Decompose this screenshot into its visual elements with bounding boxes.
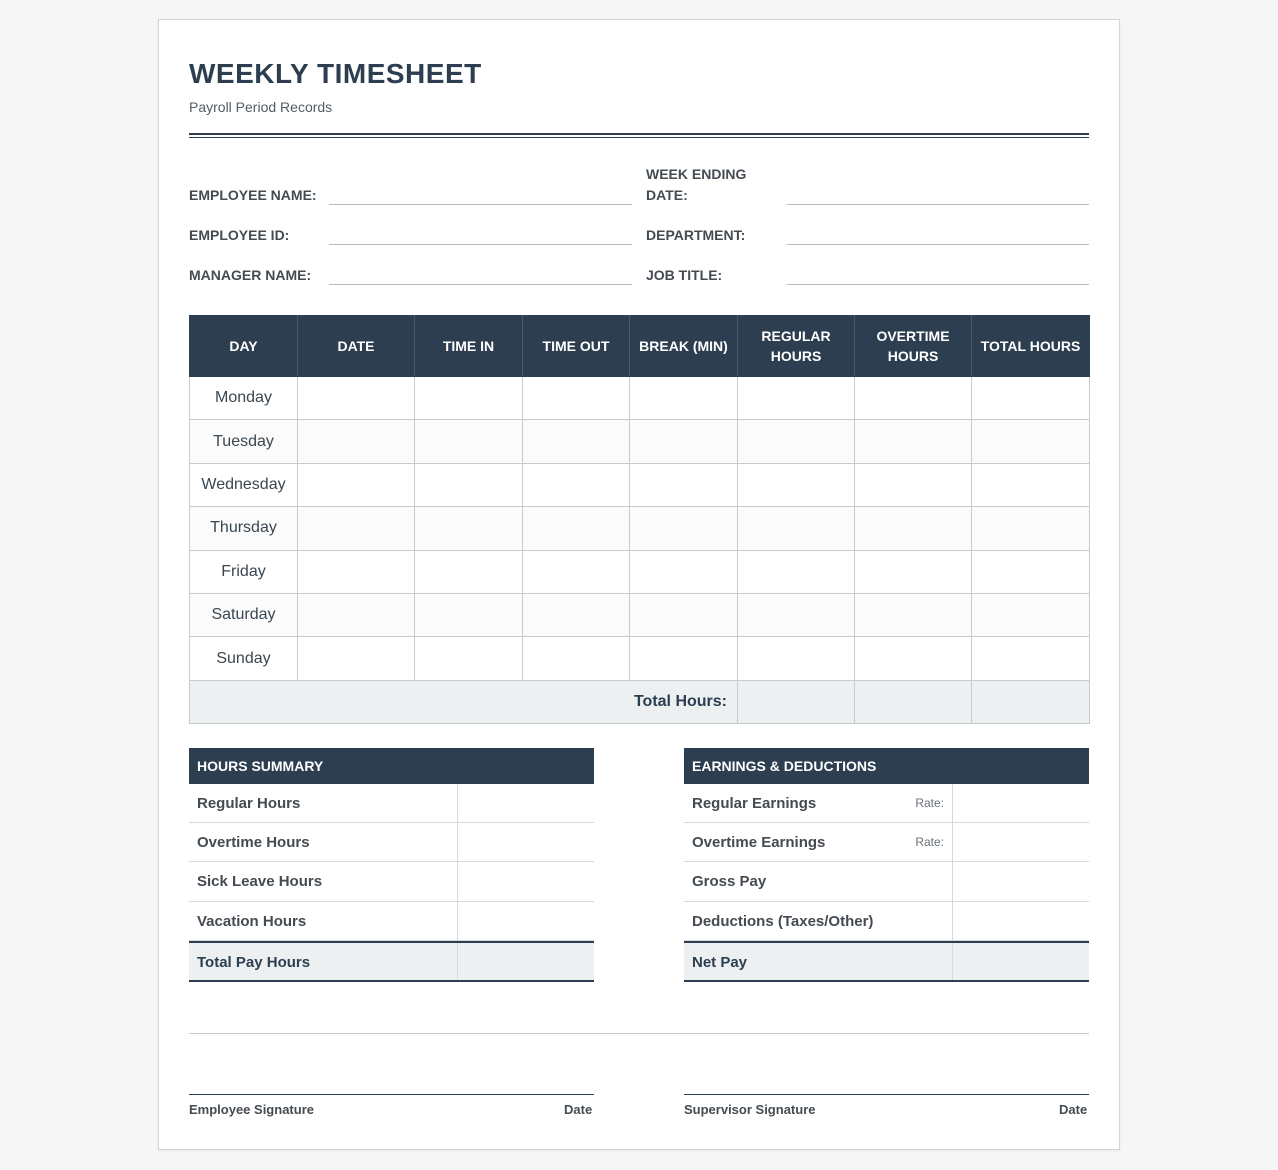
timesheet-table [189,315,1090,724]
table-row [190,463,1090,506]
entry-cell[interactable] [415,507,523,550]
entry-cell[interactable] [415,593,523,636]
entry-cell[interactable] [298,637,415,680]
earnings-row-value[interactable] [952,784,1089,822]
total-cell[interactable] [855,680,972,723]
summary-row [189,823,594,862]
total-cell[interactable] [972,680,1090,723]
table-row [190,377,1090,420]
employee-signature-line[interactable] [189,1094,594,1095]
earnings-row [684,902,1089,941]
entry-cell[interactable] [972,420,1090,463]
total-hours-label: Total Hours: [190,680,738,723]
earnings-heading: EARNINGS & DEDUCTIONS [684,748,1089,784]
entry-cell[interactable] [415,420,523,463]
entry-cell[interactable] [415,550,523,593]
job-title-field[interactable] [787,284,1089,285]
entry-cell[interactable] [972,507,1090,550]
summary-row [189,862,594,901]
entry-cell[interactable] [523,420,630,463]
summary-row-value[interactable] [457,784,594,822]
entry-cell[interactable] [972,463,1090,506]
day-cell: Friday [190,550,298,593]
entry-cell[interactable] [298,377,415,420]
total-pay-hours-value[interactable] [457,943,594,980]
column-header-text-line2: HOURS [887,348,939,364]
column-header-text: TOTAL HOURS [980,338,1081,354]
day-cell: Sunday [190,637,298,680]
entry-cell[interactable] [523,507,630,550]
day-cell: Saturday [190,593,298,636]
earnings-row-value[interactable] [952,862,1089,900]
summary-row-value[interactable] [457,862,594,900]
entry-cell[interactable] [523,377,630,420]
entry-cell[interactable] [972,637,1090,680]
department-field[interactable] [787,244,1089,245]
table-header-row [190,316,1090,377]
week-ending-label-line2: DATE: [646,187,688,203]
employee-signature-label: Employee Signature [189,1102,314,1117]
entry-cell[interactable] [415,463,523,506]
entry-cell[interactable] [523,593,630,636]
employee-date-label: Date [564,1102,593,1117]
entry-cell[interactable] [738,463,855,506]
column-header-text: TIME OUT [542,338,610,354]
total-pay-hours-row [189,941,594,982]
entry-cell[interactable] [630,377,738,420]
column-header-text-line2: HOURS [770,348,822,364]
total-pay-hours-label: Total Pay Hours [197,953,311,971]
table-body [190,377,1090,724]
page-subtitle: Payroll Period Records [189,99,333,115]
earnings-row-label: Overtime Earnings [692,834,826,852]
summary-row-label: Overtime Hours [197,834,310,852]
column-header-text: TIME IN [442,338,495,354]
entry-cell[interactable] [523,550,630,593]
table-row [190,550,1090,593]
entry-cell[interactable] [855,420,972,463]
entry-cell[interactable] [415,637,523,680]
column-header [415,316,523,377]
entry-cell[interactable] [855,377,972,420]
week-ending-label [646,164,746,206]
earnings-row-label: Gross Pay [692,873,767,891]
entry-cell[interactable] [738,593,855,636]
entry-cell[interactable] [738,550,855,593]
column-header [523,316,630,377]
entry-cell[interactable] [630,550,738,593]
entry-cell[interactable] [630,420,738,463]
table-row [190,637,1090,680]
entry-cell[interactable] [630,463,738,506]
entry-cell[interactable] [523,637,630,680]
entry-cell[interactable] [738,377,855,420]
job-title-label: JOB TITLE: [646,267,723,283]
department-label: DEPARTMENT: [646,227,746,243]
header-divider [189,133,1089,138]
hours-summary-box [189,748,594,982]
day-cell: Thursday [190,507,298,550]
hours-summary-rows [189,784,594,941]
entry-cell[interactable] [298,420,415,463]
column-header [190,316,298,377]
earnings-row [684,862,1089,901]
supervisor-signature-label: Supervisor Signature [684,1102,816,1117]
net-pay-value[interactable] [952,943,1089,980]
hours-summary-heading: HOURS SUMMARY [189,748,594,784]
column-header-text: DATE [337,338,375,354]
day-cell: Wednesday [190,463,298,506]
signature-divider [189,1033,1089,1034]
entry-cell[interactable] [738,637,855,680]
week-ending-field[interactable] [787,204,1089,205]
column-header [298,316,415,377]
entry-cell[interactable] [855,463,972,506]
entry-cell[interactable] [855,507,972,550]
entry-cell[interactable] [855,593,972,636]
supervisor-date-label: Date [1059,1102,1088,1117]
column-header [855,316,972,377]
column-header [738,316,855,377]
entry-cell[interactable] [630,507,738,550]
summary-row [189,784,594,823]
column-header-text: REGULAR [761,328,831,344]
column-header-text: OVERTIME [876,328,950,344]
earnings-row-value[interactable] [952,823,1089,861]
entry-cell[interactable] [298,507,415,550]
column-header-text: DAY [229,338,258,354]
entry-cell[interactable] [523,463,630,506]
rate-label: Rate: [915,796,944,810]
entry-cell[interactable] [855,550,972,593]
earnings-row-label: Deductions (Taxes/Other) [692,912,874,930]
totals-row [190,680,1090,723]
column-header-text: BREAK (MIN) [639,338,728,354]
earnings-row [684,823,1089,862]
entry-cell[interactable] [738,420,855,463]
summary-row [189,902,594,941]
employee-name-field[interactable] [329,204,632,205]
earnings-row-label: Regular Earnings [692,795,817,812]
manager-name-field[interactable] [329,284,632,285]
summary-row-label: Vacation Hours [197,912,307,930]
day-cell: Monday [190,377,298,420]
total-cell[interactable] [738,680,855,723]
net-pay-label: Net Pay [692,953,748,971]
entry-cell[interactable] [972,550,1090,593]
earnings-row [684,784,1089,823]
table-row [190,420,1090,463]
entry-cell[interactable] [630,637,738,680]
day-cell: Tuesday [190,420,298,463]
entry-cell[interactable] [738,507,855,550]
entry-cell[interactable] [415,377,523,420]
rate-label: Rate: [915,835,944,850]
entry-cell[interactable] [298,593,415,636]
supervisor-signature-line[interactable] [684,1094,1089,1095]
earnings-rows [684,784,1089,941]
employee-name-label: EMPLOYEE NAME: [189,187,317,203]
entry-cell[interactable] [298,463,415,506]
timesheet-page [158,19,1120,1150]
column-header [630,316,738,377]
earnings-box [684,748,1089,982]
entry-cell[interactable] [972,593,1090,636]
employee-id-field[interactable] [329,244,632,245]
entry-cell[interactable] [972,377,1090,420]
summary-row-label: Regular Hours [197,795,301,812]
summary-row-value[interactable] [457,823,594,861]
page-title: WEEKLY TIMESHEET [189,58,482,89]
summary-row-label: Sick Leave Hours [197,873,323,891]
manager-name-label: MANAGER NAME: [189,267,312,283]
table-row [190,507,1090,550]
entry-cell[interactable] [855,637,972,680]
entry-cell[interactable] [298,550,415,593]
net-pay-row [684,941,1089,982]
entry-cell[interactable] [630,593,738,636]
summary-row-value[interactable] [457,902,594,940]
table-row [190,593,1090,636]
earnings-row-value[interactable] [952,902,1089,940]
employee-id-label: EMPLOYEE ID: [189,227,290,243]
week-ending-label-line1: WEEK ENDING [646,166,747,182]
column-header [972,316,1090,377]
